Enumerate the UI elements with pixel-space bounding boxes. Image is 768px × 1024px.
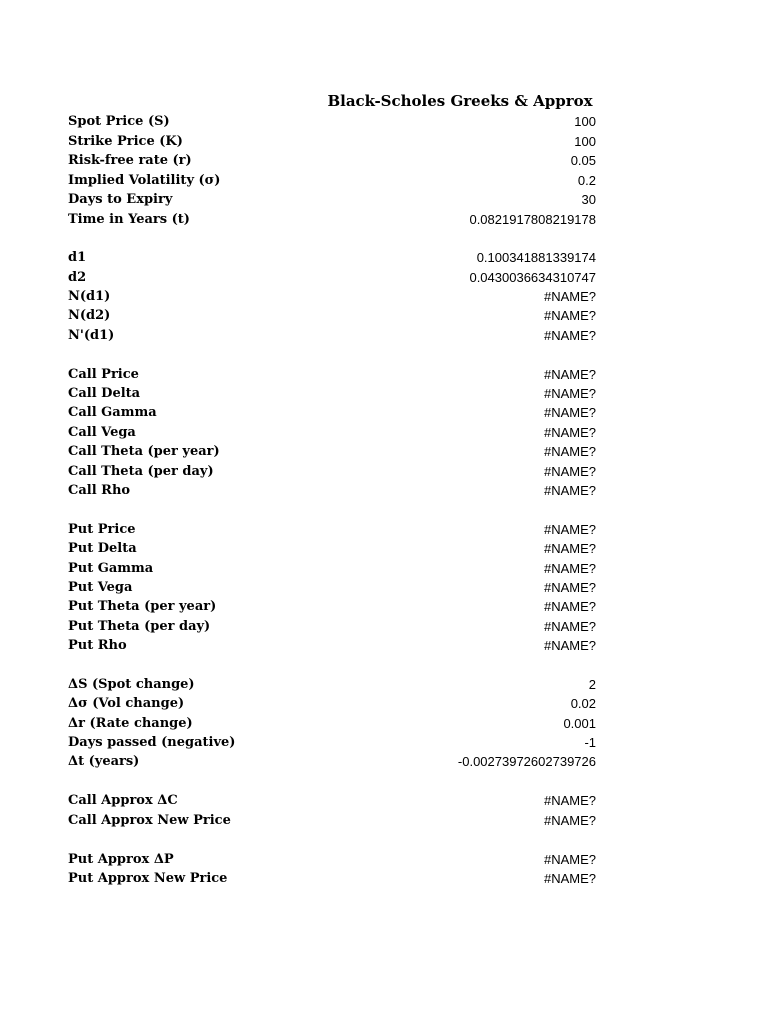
row-label: Call Gamma [68,405,157,420]
table-row [68,791,596,810]
table-row [68,423,596,442]
row-label: Risk-free rate (r) [68,153,192,168]
table-row [68,365,596,384]
row-value[interactable]: #NAME? [543,580,596,595]
row-value[interactable]: #NAME? [543,871,596,886]
row-value[interactable]: #NAME? [543,812,596,828]
row-label: d1 [68,250,87,265]
row-value[interactable]: #NAME? [543,483,596,498]
table-row [68,268,596,287]
row-value[interactable]: #NAME? [543,308,596,323]
row-value[interactable]: #NAME? [543,405,596,420]
page-title: Black-Scholes Greeks & Approx [327,92,593,110]
table-row [68,811,596,830]
table-row [68,578,596,597]
row-value[interactable]: 0.2 [577,172,596,188]
row-label: d2 [68,269,87,285]
table-row [68,675,596,694]
row-value[interactable]: 0.100341881339174 [476,250,596,265]
table-row [68,171,596,190]
row-label: Call Theta (per day) [68,463,214,479]
row-label: Call Delta [68,386,141,401]
row-label: N'(d1) [68,327,115,343]
table-row [68,752,596,771]
row-label: Put Delta [68,541,137,556]
table-row [68,539,596,558]
table-row [68,403,596,422]
row-value[interactable]: #NAME? [543,327,596,343]
table-row [68,248,596,267]
row-label: Call Approx ΔC [68,793,178,808]
row-value[interactable]: #NAME? [543,386,596,401]
row-value[interactable]: #NAME? [543,560,596,576]
table-row [68,151,596,170]
row-label: Δr (Rate change) [68,715,193,731]
table-row [68,733,596,752]
row-value[interactable]: 0.001 [563,715,596,731]
table-row [68,597,596,616]
table-row [68,559,596,578]
row-label: Put Theta (per day) [68,618,211,634]
row-label: Time in Years (t) [68,211,190,227]
row-value[interactable]: #NAME? [543,444,596,459]
row-label: Δt (years) [68,754,140,769]
row-label: Days passed (negative) [68,735,236,750]
row-value[interactable]: #NAME? [543,289,596,304]
row-label: Put Gamma [68,560,154,576]
row-label: Call Vega [68,424,136,440]
row-label: N(d2) [68,308,111,323]
row-label: Call Theta (per year) [68,444,220,459]
table-row [68,850,596,869]
row-value[interactable]: -1 [584,735,596,750]
row-label: Spot Price (S) [68,114,170,129]
row-value[interactable]: -0.00273972602739726 [457,754,596,769]
table-row [68,694,596,713]
table-row [68,287,596,306]
row-value[interactable]: #NAME? [543,541,596,556]
row-value[interactable]: 30 [581,192,596,207]
table-row [68,520,596,539]
row-value[interactable]: #NAME? [543,463,596,479]
table-row [68,714,596,733]
row-label: Strike Price (K) [68,133,183,149]
row-value[interactable]: #NAME? [543,424,596,440]
table-row [68,132,596,151]
table-row [68,190,596,209]
row-value[interactable]: 0.0821917808219178 [469,211,596,227]
row-value[interactable]: #NAME? [543,618,596,634]
row-label: Implied Volatility (σ) [68,172,221,188]
table-row [68,442,596,461]
row-value[interactable]: #NAME? [543,521,596,537]
row-value[interactable]: #NAME? [543,638,596,653]
row-value[interactable]: #NAME? [543,366,596,382]
row-label: Put Approx New Price [68,871,228,886]
table-row [68,481,596,500]
row-label: Call Price [68,366,139,382]
row-value[interactable]: 0.05 [570,153,596,168]
row-label: Call Approx New Price [68,812,231,828]
row-value[interactable]: #NAME? [543,793,596,808]
table-row [68,462,596,481]
row-value[interactable]: 100 [574,133,596,149]
row-label: N(d1) [68,289,111,304]
row-value[interactable]: 0.02 [570,696,596,711]
row-label: Put Theta (per year) [68,599,217,614]
table-row [68,636,596,655]
table-row [68,306,596,325]
row-label: Put Price [68,521,136,537]
table-row [68,210,596,229]
row-label: Put Approx ΔP [68,851,174,867]
table-row [68,617,596,636]
row-label: Put Vega [68,580,133,595]
row-label: Days to Expiry [68,192,173,207]
table-row [68,112,596,131]
table-row [68,326,596,345]
table-row [68,384,596,403]
row-label: Put Rho [68,638,127,653]
row-value[interactable]: 2 [588,677,596,692]
row-label: ΔS (Spot change) [68,677,195,692]
row-label: Δσ (Vol change) [68,696,185,711]
row-value[interactable]: #NAME? [543,599,596,614]
row-value[interactable]: 100 [574,114,596,129]
row-label: Call Rho [68,483,131,498]
row-value[interactable]: #NAME? [543,851,596,867]
row-value[interactable]: 0.0430036634310747 [469,269,596,285]
table-row [68,869,596,888]
